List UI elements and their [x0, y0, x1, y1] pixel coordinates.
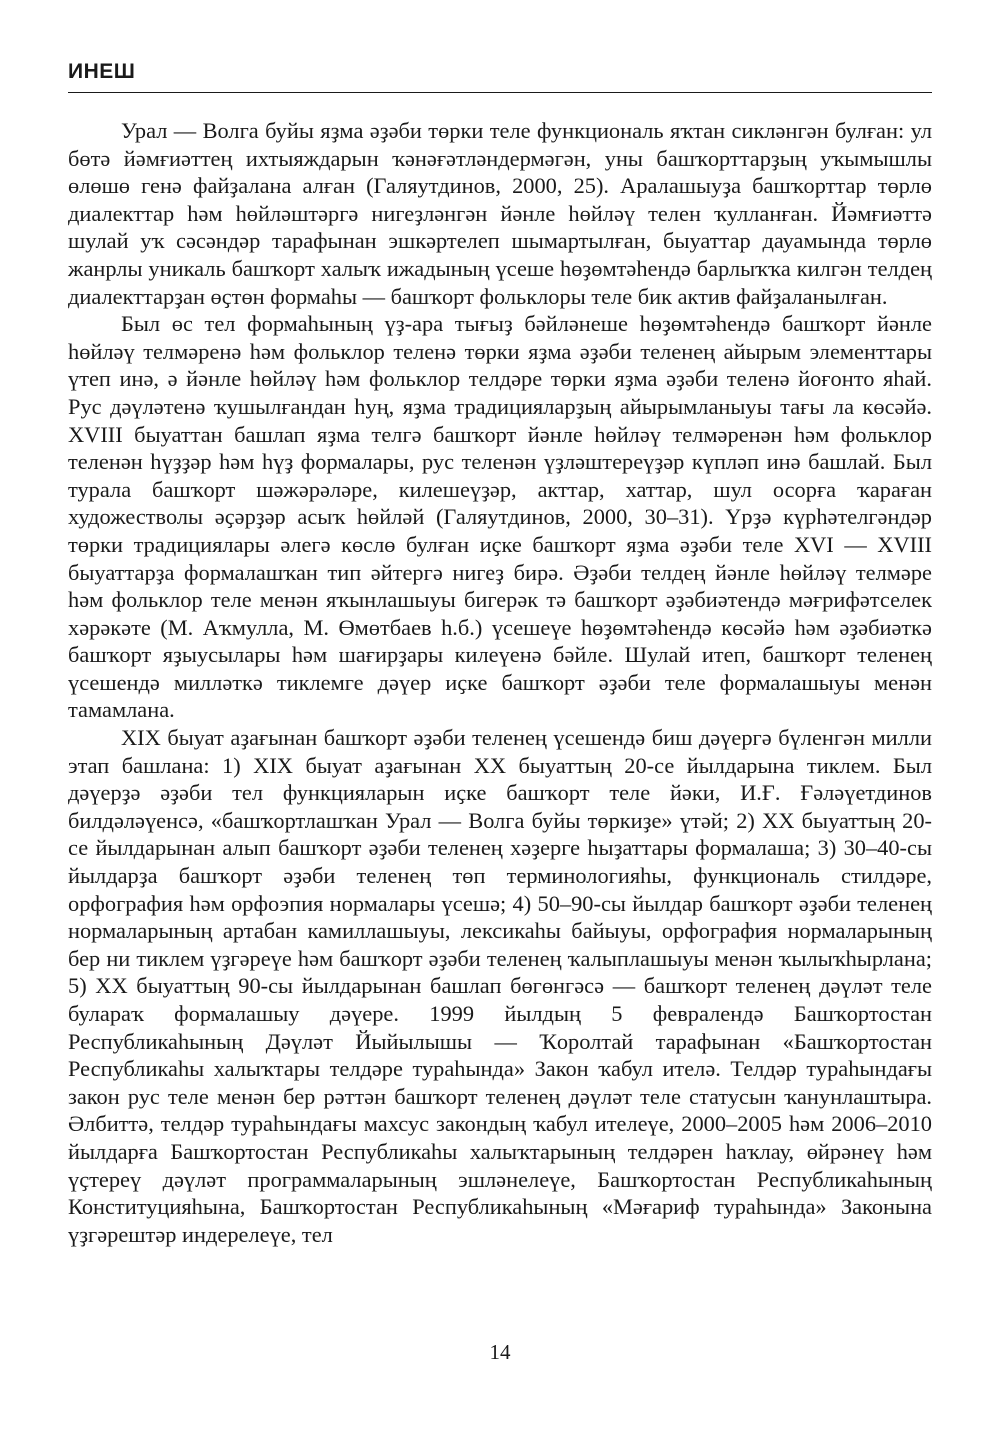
running-head: ИНЕШ — [68, 58, 932, 93]
paragraph-2: Был өс тел формаһының үҙ-ара тығыҙ бәйләнеше һөҙөмтәһендә башҡорт йәнле һөйләү телмәренә һәм фольклор теленә төрки яҙма әҙәби теленең айырым элементтары үтеп инә, ә йәнле һөйләү һәм фольклор телдәре төрки яҙма әҙәби теленә йоғонто яһай. Рус дәүләтенә ҡушылғандан һуң, яҙма традицияларҙың айырымланыуы тағы ла көсәйә. XVIII быуаттан башлап яҙма телгә башҡорт йәнле һөйләү телмәренән һәм фольклор теленән һүҙҙәр һәм һүҙ формалары, рус теленән үҙләштереүҙәр күпләп инә башлай. Был турала башҡорт шәжәрәләре, килешеүҙәр, акттар, хаттар, шул осорға ҡараған художестволы әҫәрҙәр асыҡ һөйләй (Галяутдинов, 2000, 30–31). Үрҙә күрһәтелгәндәр төрки традициялары әлегә көслө булған иҫке башҡорт яҙма әҙәби теле XVI — XVIII быуаттарҙа формалашҡан тип әйтергә нигеҙ бирә. Әҙәби телдең йәнле һөйләү телмәре һәм фольклор теле менән яҡынлашыуы бигерәк тә башҡорт әҙәбиәтендә мәғрифәтселек хәрәкәте (М. Аҡмулла, М. Өмөтбаев һ.б.) үсешеүе һөҙөмтәһендә көсәйә һәм әҙәбиәткә башҡорт яҙыусылары һәм шағирҙары килеүенә бәйле. Шулай итеп, башҡорт теленең үсешендә милләткә тиклемге дәүер иҫке башҡорт әҙәби теле формалашыуы менән тамамлана. — [68, 311, 932, 723]
body-text — [68, 117, 932, 1248]
paragraph-1: Урал — Волга буйы яҙма әҙәби төрки теле функциональ яҡтан сикләнгән булған: ул бөтә йәмғиәттең ихтыяждарын ҡәнәғәтләндермәгән, уны башҡорттарҙың уҡымышлы өлөшө генә файҙалана алған (Галяутдинов, 2000, 25). Аралашыуҙа башҡорттар төрлө диалекттар һәм һөйләштәргә нигеҙләнгән йәнле һөйләү телен ҡулланған. Йәмғиәттә шулай уҡ сәсәндәр тарафынан эшкәртелеп шымартылған, быуаттар дауамында төрлө жанрлы уникаль башҡорт халыҡ ижадының үсеше һөҙөмтәһендә барлыҡҡа килгән телдең диалекттарҙан өҫтөн формаһы — башҡорт фольклоры теле бик актив файҙаланылған. — [68, 118, 932, 309]
page — [68, 58, 932, 1248]
page-number: 14 — [489, 1340, 511, 1364]
paragraph-3: XIX быуат аҙағынан башҡорт әҙәби теленең үсешендә биш дәүергә бүленгән милли этап башлана: 1) XIX быуат аҙағынан XX быуаттың 20-се йылдарына тиклем. Был дәүерҙә әҙәби тел функцияларын иҫке башҡорт теле йәки, И.Ғ. Ғәләүетдинов билдәләүенсә, «башҡортлашҡан Урал — Волга буйы төркиҙе» үтәй; 2) XX быуаттың 20-се йылдарынан алып башҡорт әҙәби теленең хәҙерге һыҙаттары формалаша; 3) 30–40-сы йылдарҙа башҡорт әҙәби теленең төп терминологияһы, функциональ стилдәре, орфография һәм орфоэпия нормалары үсешә; 4) 50–90-сы йылдар башҡорт әҙәби теленең нормаларының артабан камиллашыуы, лексикаһы байыуы, орфография нормаларының бер ни тиклем үҙгәреүе һәм башҡорт әҙәби теленең ҡалыплашыуы менән ҡылыҡһырлана; 5) XX быуаттың 90-сы йылдарынан башлап бөгөнгәсә — башҡорт теленең дәүләт теле булараҡ формалашыу дәүере. 1999 йылдың 5 февралендә Башҡортостан Республикаһының Дәүләт Йыйылышы — Ҡоролтай тарафынан «Башҡортостан Республикаһы халыҡтары телдәре тураһында» Закон ҡабул ителә. Телдәр тураһындағы закон рус теле менән бер рәттән башҡорт теленең дәүләт теле статусын ҡанунлаштыра. Әлбиттә, телдәр тураһындағы махсус закондың ҡабул ителеүе, 2000–2005 һәм 2006–2010 йылдарға Башҡортостан Республикаһы халыҡтарының телдәрен һаҡлау, өйрәнеү һәм үҫтереү дәүләт программаларының эшләнелеүе, Башҡортостан Республикаһының Конституцияһына, Башҡортостан Республикаһының «Мәғариф тураһында» Законына үҙгәрештәр индерелеүе, тел — [68, 725, 932, 1247]
